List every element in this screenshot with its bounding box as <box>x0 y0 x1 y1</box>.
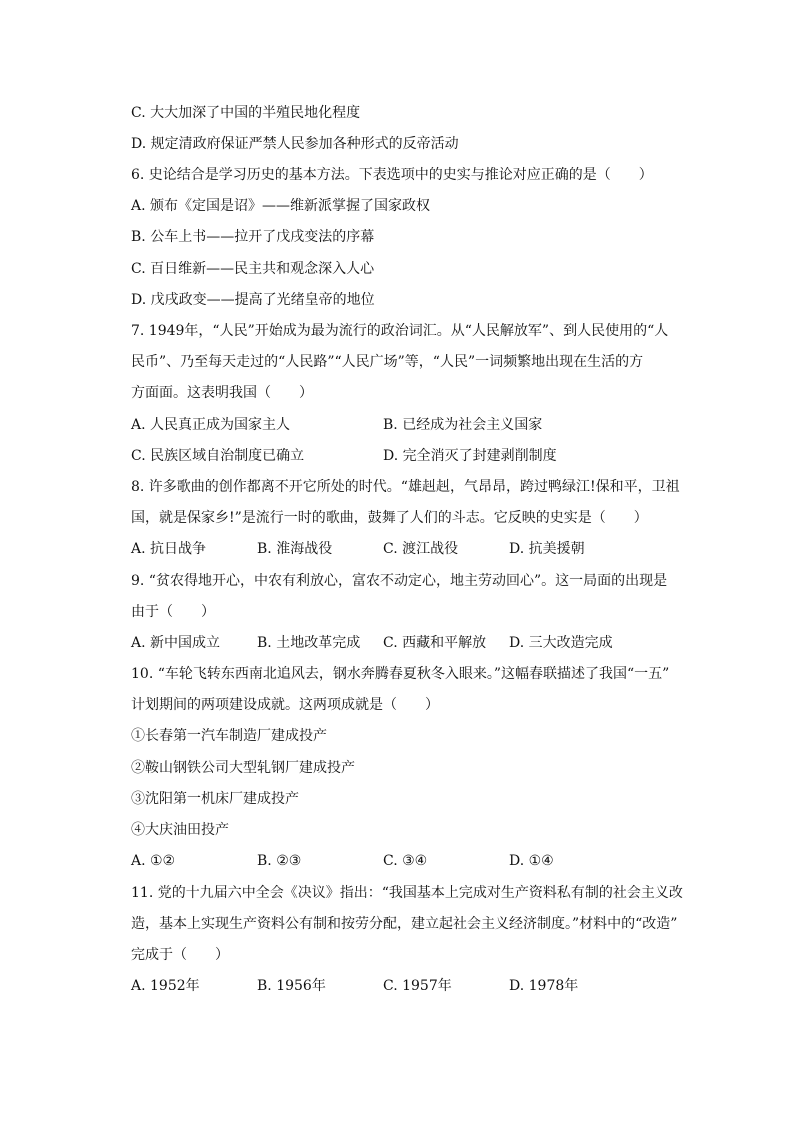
q6-option-b: B. 公车上书——拉开了戊戌变法的序幕 <box>131 229 375 245</box>
q10-item-1: ①长春第一汽车制造厂建成投产 <box>131 728 327 744</box>
q7-stem-line-3: 方面面。这表明我国（ ） <box>131 385 313 401</box>
q10-option-c: C. ③④ <box>383 853 428 869</box>
q7-option-b: B. 已经成为社会主义国家 <box>383 417 543 433</box>
q8-option-d: D. 抗美援朝 <box>509 541 585 557</box>
q11-option-d: D. 1978年 <box>509 978 579 994</box>
q9-option-b: B. 土地改革完成 <box>257 635 361 651</box>
q8-option-b: B. 淮海战役 <box>257 541 333 557</box>
q10-option-b: B. ②③ <box>257 853 302 869</box>
q7-option-a: A. 人民真正成为国家主人 <box>131 417 291 433</box>
q7-stem-line-2: 民币”、乃至每天走过的“人民路”“人民广场”等，“人民”一词频繁地出现在生活的方 <box>131 354 644 370</box>
q9-option-a: A. 新中国成立 <box>131 635 221 651</box>
q8-option-a: A. 抗日战争 <box>131 541 207 557</box>
q11-option-b: B. 1956年 <box>257 978 326 994</box>
q6-stem: 6. 史论结合是学习历史的基本方法。下表选项中的史实与推论对应正确的是（ ） <box>131 167 653 183</box>
q9-option-d: D. 三大改造完成 <box>509 635 613 651</box>
q11-option-a: A. 1952年 <box>131 978 200 994</box>
q5-option-c: C. 大大加深了中国的半殖民地化程度 <box>131 105 361 121</box>
q7-option-c: C. 民族区域自治制度已确立 <box>131 448 305 464</box>
q10-option-a: A. ①② <box>131 853 176 869</box>
q10-item-2: ②鞍山钢铁公司大型轧钢厂建成投产 <box>131 760 355 776</box>
q6-option-d: D. 戊戌政变——提高了光绪皇帝的地位 <box>131 292 375 308</box>
q5-option-d: D. 规定清政府保证严禁人民参加各种形式的反帝活动 <box>131 136 459 152</box>
q7-option-d: D. 完全消灭了封建剥削制度 <box>383 448 557 464</box>
q8-option-c: C. 渡江战役 <box>383 541 459 557</box>
q10-item-4: ④大庆油田投产 <box>131 822 229 838</box>
q8-stem-line-2: 国，就是保家乡!”是流行一时的歌曲，鼓舞了人们的斗志。它反映的史实是（ ） <box>131 510 648 526</box>
q11-stem-line-3: 完成于（ ） <box>131 947 229 963</box>
q11-stem-line-2: 造，基本上实现生产资料公有制和按劳分配，建立起社会主义经济制度。”材料中的“改造” <box>131 916 678 932</box>
q10-option-d: D. ①④ <box>509 853 554 869</box>
q11-stem-line-1: 11. 党的十九届六中全会《决议》指出：“我国基本上完成对生产资料私有制的社会主义改 <box>131 885 683 901</box>
q9-stem-line-1: 9. “贫农得地开心，中农有利放心，富农不动定心，地主劳动回心”。这一局面的出现是 <box>131 573 668 589</box>
q8-stem-line-1: 8. 许多歌曲的创作都离不开它所处的时代。“雄赳赳，气昂昂，跨过鸭绿江!保和平，卫祖 <box>131 479 680 495</box>
q10-stem-line-2: 计划期间的两项建设成就。这两项成就是（ ） <box>131 697 439 713</box>
q11-option-c: C. 1957年 <box>383 978 452 994</box>
q9-stem-line-2: 由于（ ） <box>131 604 215 620</box>
q6-option-a: A. 颁布《定国是诏》——维新派掌握了国家政权 <box>131 198 431 214</box>
q9-option-c: C. 西藏和平解放 <box>383 635 487 651</box>
q7-stem-line-1: 7. 1949年，“人民”开始成为最为流行的政治词汇。从“人民解放军”、到人民使用的“人 <box>131 323 669 339</box>
q6-option-c: C. 百日维新——民主共和观念深入人心 <box>131 261 375 277</box>
q10-item-3: ③沈阳第一机床厂建成投产 <box>131 791 299 807</box>
q10-stem-line-1: 10. “车轮飞转东西南北追风去，钢水奔腾春夏秋冬入眼来。”这幅春联描述了我国“一五” <box>131 666 670 682</box>
